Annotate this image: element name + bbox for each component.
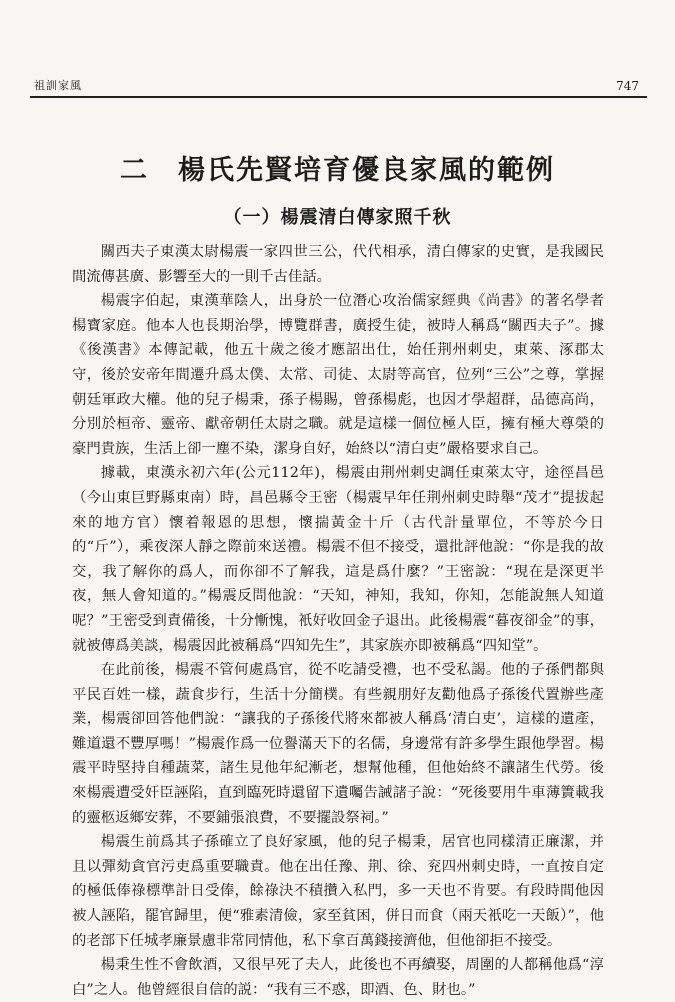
paragraph: 關西夫子東漢太尉楊震一家四世三公，代代相承，清白傳家的史實，是我國民間流傳甚廣、影響至大的一則千古佳話。 bbox=[72, 244, 604, 285]
paragraph: 據載，東漢永初六年(公元112年)，楊震由荆州刺史調任東萊太守，途徑昌邑（今山東巨野縣東南）時，昌邑縣令王密（楊震早年任荆州刺史時舉“茂才”提拔起來的地方官）懷着報恩的思想，懷揣黃金十斤（古代計量單位，不等於今日的“斤”），乘夜深人靜之際前來送禮。楊震不但不接受，還批評他說：“你是我的故交，我了解你的爲人，而你卻不了解我，這是爲什麼？”王密說：“現在是深更半夜，無人會知道的。”楊震反問他說：“天知，神知，我知，你知，怎能說無人知道呢？”王密受到責備後，十分慚愧，衹好收回金子退出。此後楊震“暮夜卻金”的事，就被傳爲美談，楊震因此被稱爲“四知先生”，其家族亦即被稱爲“四知堂”。 bbox=[72, 465, 604, 654]
paragraph: 楊震字伯起，東漢華陰人，出身於一位潛心攻治儒家經典《尚書》的著名學者楊寶家庭。他本人也長期治學，博覽群書，廣授生徒，被時人稱爲“關西夫子”。據《後漢書》本傳記載，他五十歲之後才應詔出仕，始任荆州刺史，東萊、涿郡太守，後於安帝年間遷升爲太僕、太常、司徒、太尉等高官，位列“三公”之尊，掌握朝廷軍政大權。他的兒子楊秉，孫子楊賜，曾孫楊彪，也因才學超群，品德高尚，分別於桓帝、靈帝、獻帝朝任太尉之職。就是這樣一個位極人臣，擁有極大尊榮的豪門貴族，生活上卻一塵不染，潔身自好，始終以“清白吏”嚴格要求自己。 bbox=[72, 293, 604, 457]
body-text bbox=[72, 240, 604, 1002]
subsection-title: （一）楊震清白傳家照千秋 bbox=[223, 207, 452, 228]
running-header bbox=[30, 74, 647, 98]
page-number: 747 bbox=[616, 79, 639, 93]
paragraph: 楊秉生性不會飲酒，又很早死了夫人，此後也不再續娶，周圍的人都稱他爲“淳白”之人。他曾經很自信的説：“我有三不惑，即酒、色、財也。” bbox=[72, 957, 604, 998]
section-title: 二 楊氏先賢培育優良家風的範例 bbox=[120, 155, 555, 186]
running-header-title: 祖訓家風 bbox=[34, 79, 82, 92]
paragraph: 在此前後，楊震不管何處爲官，從不吃請受禮，也不受私謁。他的子孫們都與平民百姓一樣，蔬食步行，生活十分簡樸。有些親朋好友勸他爲子孫後代置辦些產業，楊震卻回答他們說：“讓我的子孫後代將來都被人稱爲‘清白吏’，這樣的遺產，難道還不豐厚嗎！”楊震作爲一位譽滿天下的名儒，身邊常有許多學生跟他學習。楊震平時堅持自種蔬菜，諸生見他年紀漸老，想幫他種，但他始終不讓諸生代勞。後來楊震遭受奸臣誣陷，直到臨死時還留下遺囑告誡諸子說：“死後要用牛車薄簀載我的靈柩返鄉安葬，不要鋪張浪費，不要擺設祭祠。” bbox=[72, 662, 604, 826]
paragraph: 楊震生前爲其子孫確立了良好家風，他的兒子楊秉，居官也同樣清正廉潔，并且以彈劾貪官污吏爲重要職責。他在出任豫、荆、徐、兖四州刺史時，一直按自定的極低俸祿標準計日受俸，餘祿決不積攢入私門，多一天也不肯要。有段時間他因被人誣陷，罷官歸里，便“雅素清儉，家至貧困，併日而食（兩天衹吃一天飯）”，他的老部下任城孝廉景慮非常同情他，私下拿百萬錢接濟他，但他卻拒不接受。 bbox=[72, 834, 604, 949]
